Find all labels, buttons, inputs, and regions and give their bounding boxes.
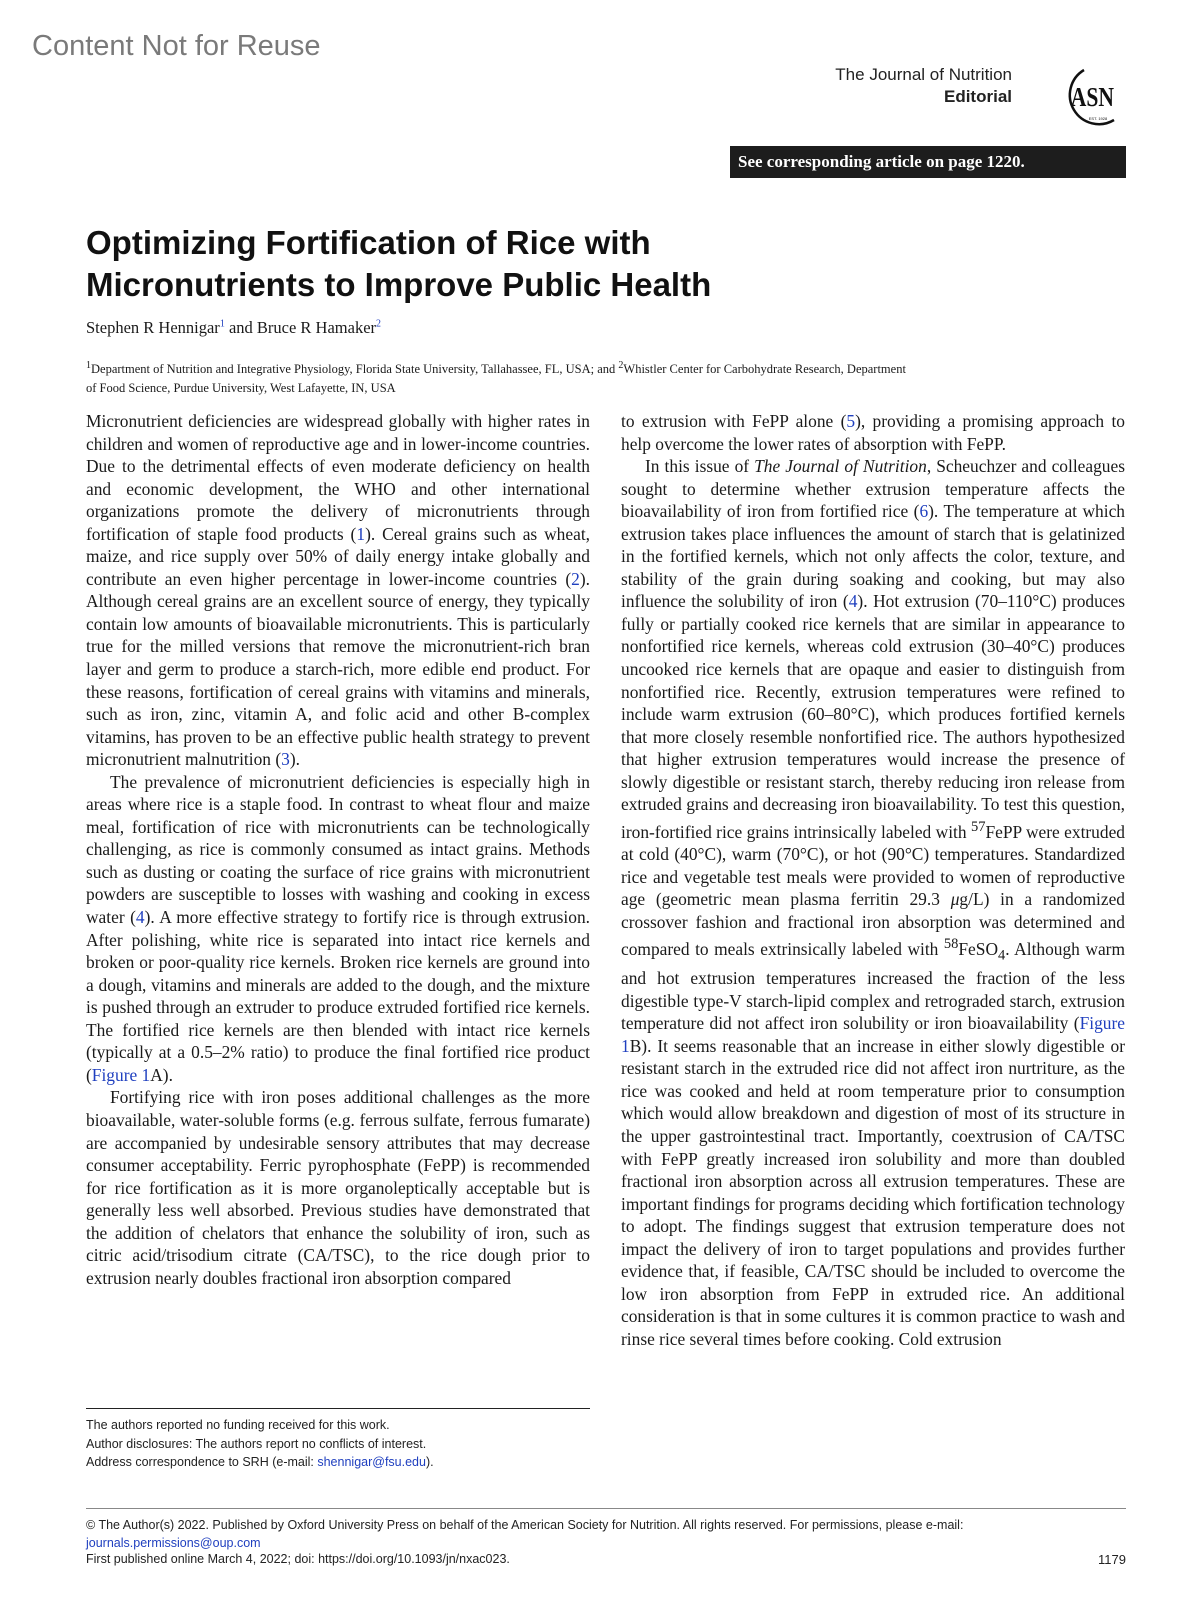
journal-title-italic: The Journal of Nutrition (754, 456, 927, 477)
isotope-superscript: 58 (943, 936, 959, 953)
title-line-1: Optimizing Fortification of Rice with (86, 224, 651, 261)
correspondence-email-link[interactable]: shennigar@fsu.edu (317, 1455, 426, 1469)
paragraph (86, 410, 590, 771)
correspondence-note (86, 1453, 606, 1472)
body-column-right (621, 410, 1125, 1350)
figure-link[interactable]: Figure 1 (621, 1013, 1125, 1056)
reference-link[interactable]: 2 (571, 568, 580, 589)
text-run: In this issue of (645, 456, 755, 477)
footnote-divider (86, 1408, 590, 1409)
footnotes (86, 1416, 606, 1472)
text-run: ). (289, 749, 300, 770)
reference-link[interactable]: 4 (848, 591, 858, 612)
text-run: . Although warm and hot extrusion temperatures increased the fraction of the less digestible type-V starch-lipid complex and retrograded starch, extrusion temperature did not affect iron solubility or iron bioavailability ( (621, 939, 1125, 1034)
reference-link[interactable]: 6 (919, 501, 929, 522)
funding-note: The authors reported no funding received for this work. (86, 1418, 390, 1432)
affiliation-text: Department of Nutrition and Integrative Physiology, Florida State University, Tallahassee, FL, USA; and (91, 362, 619, 377)
mu-symbol: μ (950, 889, 960, 910)
text-run: B). It seems reasonable that an increase in either slowly digestible or resistant starch in the extruded rice did not affect iron nurtriture, as the rice was cooked and held at room temperature prior to consumption which would allow breakdown and digestion of most of its structure in the upper gastrointestinal tract. Importantly, coextrusion of CA/TSC with FePP greatly increased iron solubility and more than doubled fractional iron absorption across all extrusion temperatures. These are important findings for programs deciding which fortification technology to adopt. The findings suggest that extrusion temperature does not impact the delivery of iron to target populations and provides further evidence that, if feasible, CA/TSC should be included to overcome the low iron absorption from FePP in extruded rice. An additional consideration is that in some cultures it is common practice to wash and rinse rice several times before cooking. Cold extrusion (621, 1035, 1125, 1349)
paragraph (621, 455, 1125, 1350)
reference-link[interactable]: 1 (356, 523, 366, 544)
text-run: ), providing a promising approach to help overcome the lower rates of absorption with FePP. (621, 411, 1125, 454)
copyright-notice (86, 1516, 1126, 1552)
text-run: to extrusion with FePP alone ( (621, 411, 847, 431)
publication-info: First published online March 4, 2022; doi: https://doi.org/10.1093/jn/nxac023. (86, 1552, 510, 1566)
paragraph: Fortifying rice with iron poses additional challenges as the more bioavailable, water-soluble forms (e.g. ferrous sulfate, ferrous fumarate) are accompanied by undesirable sensory attributes that may decrease consumer acceptability. Ferric pyrophosphate (FePP) is recommended for rice fortification as it is more organoleptically acceptable but is generally less well absorbed. Previous studies have demonstrated that the addition of chelators that enhance the solubility of iron, such as citric acid/trisodium citrate (CA/TSC), to the rice dough prior to extrusion nearly doubles fractional iron absorption compared (86, 1087, 590, 1288)
text-run: A). (150, 1064, 173, 1085)
author-separator: and (224, 318, 257, 337)
affiliation-marker[interactable]: 2 (376, 318, 382, 330)
page-number: 1179 (1098, 1552, 1126, 1567)
affiliation-marker[interactable]: 1 (219, 318, 225, 330)
text-run: Micronutrient deficiencies are widespread globally with higher rates in children and women of reproductive age and in lower-income countries. Due to the detrimental effects of even moderate deficiency on health and economic development, the WHO and other international organizations promote the delivery of micronutrients through fortification of staple food products ( (86, 411, 590, 544)
figure-link[interactable]: Figure 1 (91, 1064, 151, 1085)
affiliation-number: 1 (86, 360, 91, 371)
author-list (86, 318, 381, 338)
logo-subtext: EST. 1928 (1088, 116, 1108, 121)
asn-logo (1062, 62, 1124, 132)
chemical-subscript: 4 (998, 947, 1006, 964)
paragraph (621, 410, 1125, 455)
affiliations (86, 356, 906, 398)
copyright-text: © The Author(s) 2022. Published by Oxford University Press on behalf of the American Society for Nutrition. All rights reserved. For permissions, please e-mail: (86, 1518, 964, 1532)
text-run: The prevalence of micronutrient deficiencies is especially high in areas where rice is a staple food. In contrast to wheat flour and maize meal, fortification of rice with micronutrients can be technologically challenging, as rice is commonly consumed as intact grains. Methods such as dusting or coating the surface of rice grains with micronutrient powders are susceptible to losses with washing and cooking in excess water ( (86, 771, 590, 928)
affiliation-text: Whistler Center for Carbohydrate Research, Department of Food Science, Purdue University, West Lafayette, IN, USA (86, 362, 906, 396)
reference-link[interactable]: 3 (281, 749, 290, 770)
reference-link[interactable]: 5 (846, 411, 856, 431)
corresponding-article-note: See corresponding article on page 1220. (730, 146, 1126, 178)
logo-text: ASN (1070, 82, 1114, 113)
text-run: FePP were extruded at cold (40°C), warm (70°C), or hot (90°C) temperatures. Standardized rice and vegetable test meals were provided to women of reproductive age (geometric mean plasma ferritin 29.3 (621, 821, 1125, 910)
text-run: ). Although cereal grains are an excellent source of energy, they typically contain low amounts of bioavailable micronutrients. This is particularly true for the milled versions that remove the micronutrient-rich bran layer and germ to produce a starch-rich, more edible end product. For these reasons, fortification of cereal grains with vitamins and minerals, such as iron, zinc, vitamin A, and folic acid and other B-complex vitamins, has proven to be an effective public health strategy to prevent micronutrient malnutrition ( (86, 568, 590, 770)
footer-divider (86, 1508, 1126, 1509)
title-line-2: Micronutrients to Improve Public Health (86, 266, 712, 303)
article-section: Editorial (943, 87, 1012, 106)
text-run: ). Hot extrusion (70–110°C) produces fully or partially cooked rice kernels that are similar in appearance to nonfortified rice kernels, whereas cold extrusion (30–40°C) produces uncooked rice kernels that are opaque and easier to distinguish from nonfortified rice. Recently, extrusion temperatures were refined to include warm extrusion (60–80°C), which produces fortified kernels that more closely resemble nonfortified rice. The authors hypothesized that higher extrusion temperatures would increase the presence of slowly digestible or resistant starch, thereby reducing iron release from extruded grains and decreasing iron bioavailability. To test this question, iron-fortified rice grains intrinsically labeled with (621, 591, 1125, 842)
text-run: ). Cereal grains such as wheat, maize, and rice supply over 50% of daily energy intake globally and contribute an even higher percentage in lower-income countries ( (86, 523, 590, 589)
journal-header (835, 64, 1012, 108)
text-run: g/L) in a randomized crossover fashion and fractional iron absorption was determined and compared to meals extrinsically labeled with (621, 889, 1125, 960)
permissions-email-link[interactable]: journals.permissions@oup.com (86, 1536, 261, 1550)
article-title (86, 222, 906, 306)
text-run: ). The temperature at which extrusion takes place influences the amount of starch that is gelatinized in the fortified kernels, which not only affects the color, texture, and stability of the grain during soaking and cooking, but may also influence the solubility of iron ( (621, 501, 1125, 612)
body-column-left (86, 410, 590, 1289)
paragraph (86, 771, 590, 1087)
text-run: ). A more effective strategy to fortify rice is through extrusion. After polishing, white rice is separated into intact rice kernels and broken or poor-quality rice kernels. Broken rice kernels are ground into a dough, vitamins and minerals are added to the dough, and the mixture is pushed through an extruder to produce extruded fortified rice kernels. The fortified rice kernels are then blended with intact rice kernels (typically at a 0.5–2% ratio) to produce the final fortified rice product ( (86, 907, 590, 1085)
watermark-text: Content Not for Reuse (32, 30, 321, 62)
journal-name: The Journal of Nutrition (835, 65, 1012, 84)
affiliation-number: 2 (618, 360, 624, 371)
text-run: ). (425, 1455, 434, 1469)
author-name: Stephen R Hennigar (86, 318, 220, 337)
author-name: Bruce R Hamaker (256, 318, 377, 337)
text-run: FeSO (958, 939, 999, 960)
disclosure-note: Author disclosures: The authors report no conflicts of interest. (86, 1436, 427, 1451)
text-run: , Scheuchzer and colleagues sought to determine whether extrusion temperature affects the bioavailability of iron from fortified rice ( (621, 456, 1125, 522)
text-run: Address correspondence to SRH (e-mail: (86, 1455, 318, 1469)
isotope-superscript: 57 (970, 818, 986, 835)
reference-link[interactable]: 4 (135, 907, 145, 928)
